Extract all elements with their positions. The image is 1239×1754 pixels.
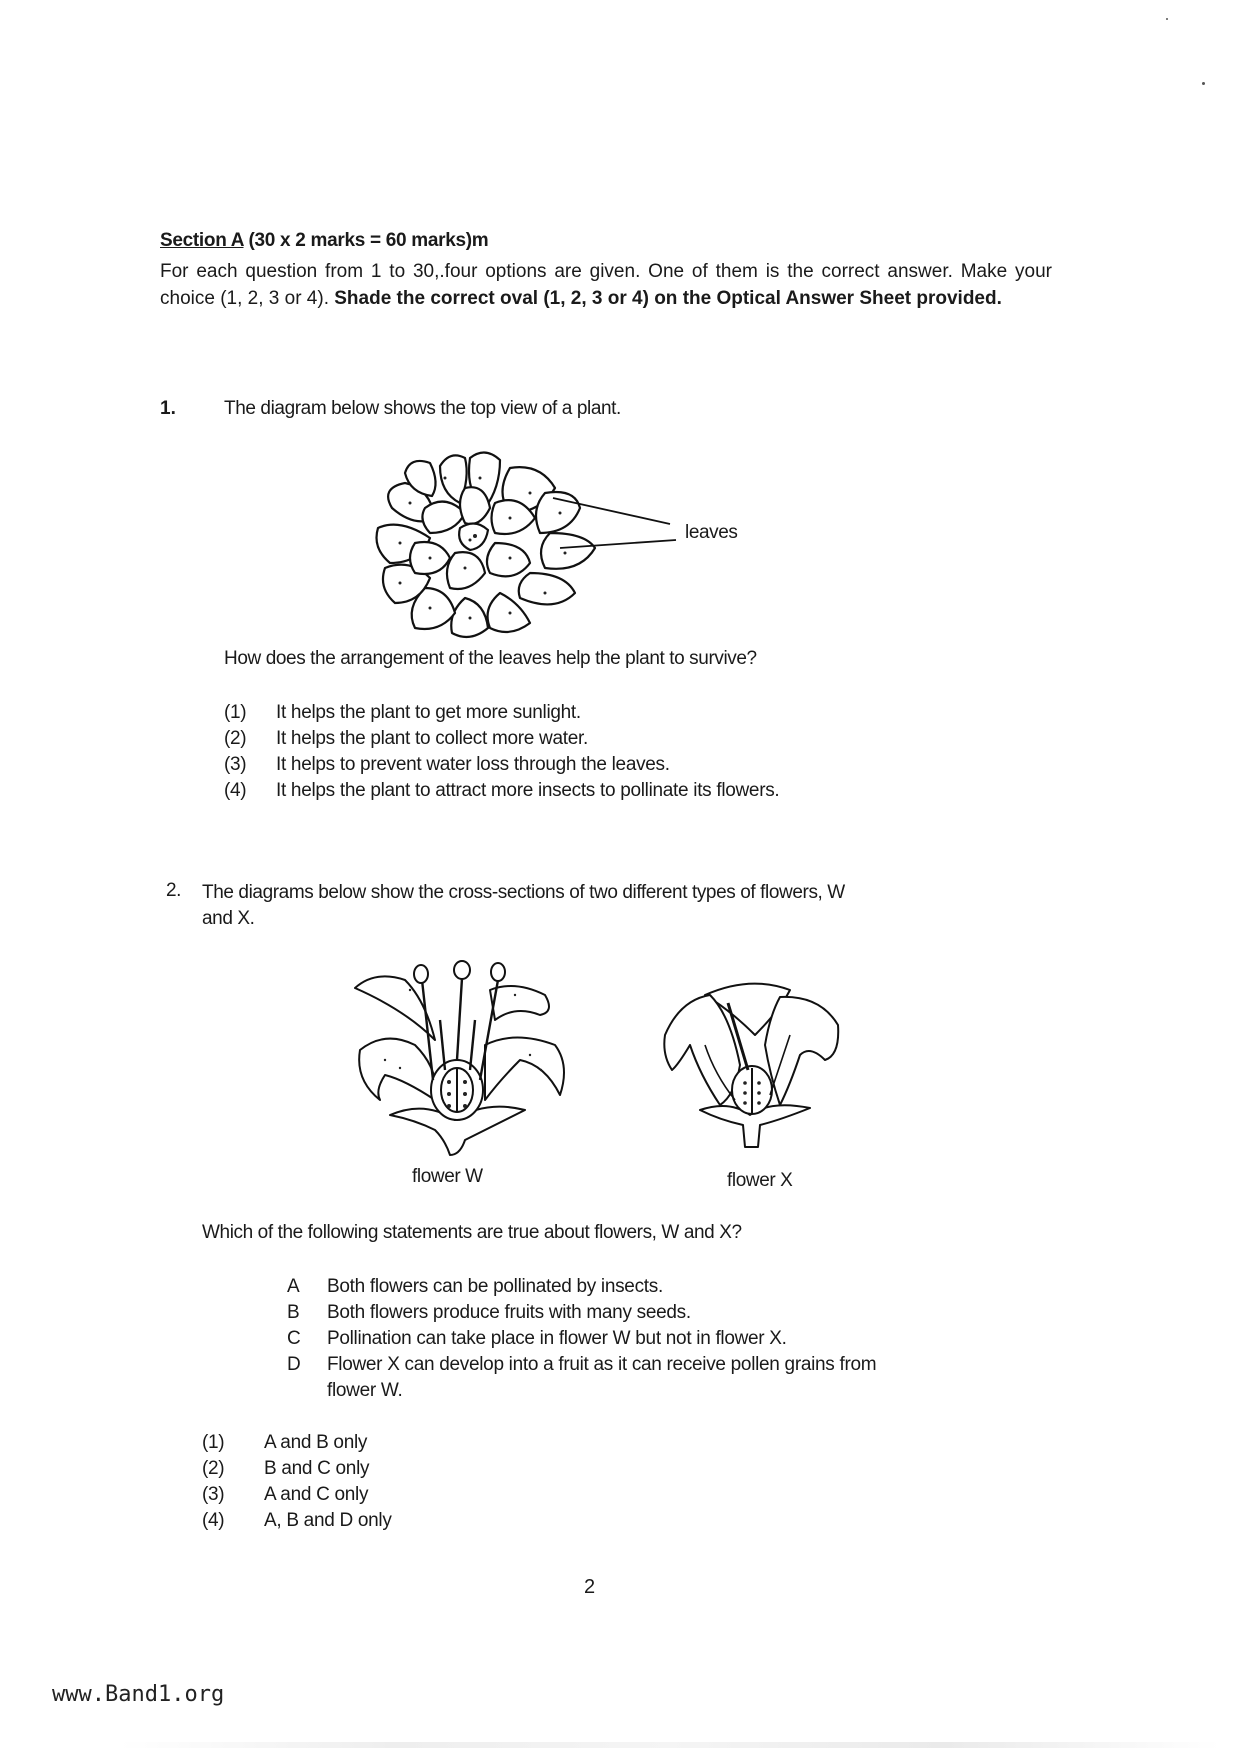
statement-text-continued: flower W.	[327, 1380, 403, 1401]
section-instructions	[160, 258, 1052, 312]
option-text: It helps the plant to get more sunlight.	[276, 702, 581, 723]
statement-label: A	[287, 1276, 300, 1297]
flower-w-caption: flower W	[412, 1166, 483, 1187]
option-label: (3)	[202, 1484, 225, 1505]
statement-d-continued	[287, 1378, 876, 1404]
flower-x-diagram	[660, 975, 845, 1150]
question-1-option-1[interactable]	[224, 700, 779, 726]
statement-label: D	[287, 1354, 301, 1375]
option-text: A and C only	[264, 1484, 369, 1505]
instructions-bold-text: Shade the correct oval (1, 2, 3 or 4) on the Optical Answer Sheet provided.	[334, 288, 1002, 309]
option-label: (3)	[224, 754, 247, 775]
statement-a	[287, 1274, 876, 1300]
option-text: It helps the plant to attract more insects to pollinate its flowers.	[276, 780, 780, 801]
question-1-prompt: How does the arrangement of the leaves help the plant to survive?	[224, 648, 757, 669]
statement-c	[287, 1326, 876, 1352]
option-label: (1)	[224, 702, 247, 723]
option-label: (4)	[224, 780, 247, 801]
statement-label: C	[287, 1328, 301, 1349]
question-1-options	[224, 700, 779, 804]
statement-text: Flower X can develop into a fruit as it can receive pollen grains from	[327, 1354, 877, 1375]
question-1-stem: The diagram below shows the top view of a plant.	[224, 398, 621, 419]
question-2-stem-line1: The diagrams below show the cross-sections of two different types of flowers, W	[202, 882, 845, 903]
page-number: 2	[584, 1576, 596, 1598]
flower-w-diagram	[345, 950, 575, 1150]
option-text: It helps to prevent water loss through the leaves.	[276, 754, 670, 775]
flower-x-caption: flower X	[727, 1170, 793, 1191]
section-heading	[160, 230, 488, 252]
statement-text: Pollination can take place in flower W but not in flower X.	[327, 1328, 787, 1349]
question-1-option-4[interactable]	[224, 778, 779, 804]
leaves-label: leaves	[685, 522, 738, 543]
plant-top-view-diagram	[370, 448, 770, 638]
question-2-stem	[202, 880, 845, 932]
statement-label: B	[287, 1302, 300, 1323]
flower-x-cross-section-icon	[660, 975, 845, 1150]
question-2-option-1[interactable]	[202, 1430, 392, 1456]
question-2-stem-line2: and X.	[202, 908, 255, 929]
scan-speck	[1166, 18, 1168, 20]
option-label: (2)	[224, 728, 247, 749]
question-2-option-4[interactable]	[202, 1508, 392, 1534]
question-2-options	[202, 1430, 392, 1534]
question-2-option-2[interactable]	[202, 1456, 392, 1482]
flower-w-cross-section-icon	[345, 950, 575, 1150]
statement-text: Both flowers produce fruits with many seeds.	[327, 1302, 691, 1323]
question-2-statements	[287, 1274, 876, 1404]
statement-b	[287, 1300, 876, 1326]
question-2-prompt: Which of the following statements are true about flowers, W and X?	[202, 1222, 742, 1243]
instructions-text: For each question from 1 to 30,.four options are given. One of them is the correct answer. Make your choice (1, 2, 3 or 4).	[160, 261, 1052, 309]
question-1-option-3[interactable]	[224, 752, 779, 778]
option-text: It helps the plant to collect more water.	[276, 728, 588, 749]
option-text: A and B only	[264, 1432, 368, 1453]
option-label: (4)	[202, 1510, 225, 1531]
option-label: (2)	[202, 1458, 225, 1479]
section-title: Section A	[160, 230, 244, 251]
scan-edge-smudge	[120, 1742, 1220, 1748]
section-marks: (30 x 2 marks = 60 marks)m	[243, 230, 489, 251]
option-text: A, B and D only	[264, 1510, 392, 1531]
question-1-option-2[interactable]	[224, 726, 779, 752]
option-label: (1)	[202, 1432, 225, 1453]
statement-text: Both flowers can be pollinated by insects.	[327, 1276, 663, 1297]
question-2-number: 2.	[166, 880, 182, 901]
footer-watermark-link[interactable]: www.Band1.org	[52, 1682, 225, 1707]
question-2-option-3[interactable]	[202, 1482, 392, 1508]
scan-speck	[1202, 82, 1205, 85]
statement-d	[287, 1352, 876, 1378]
option-text: B and C only	[264, 1458, 370, 1479]
question-1-number: 1.	[160, 398, 176, 419]
